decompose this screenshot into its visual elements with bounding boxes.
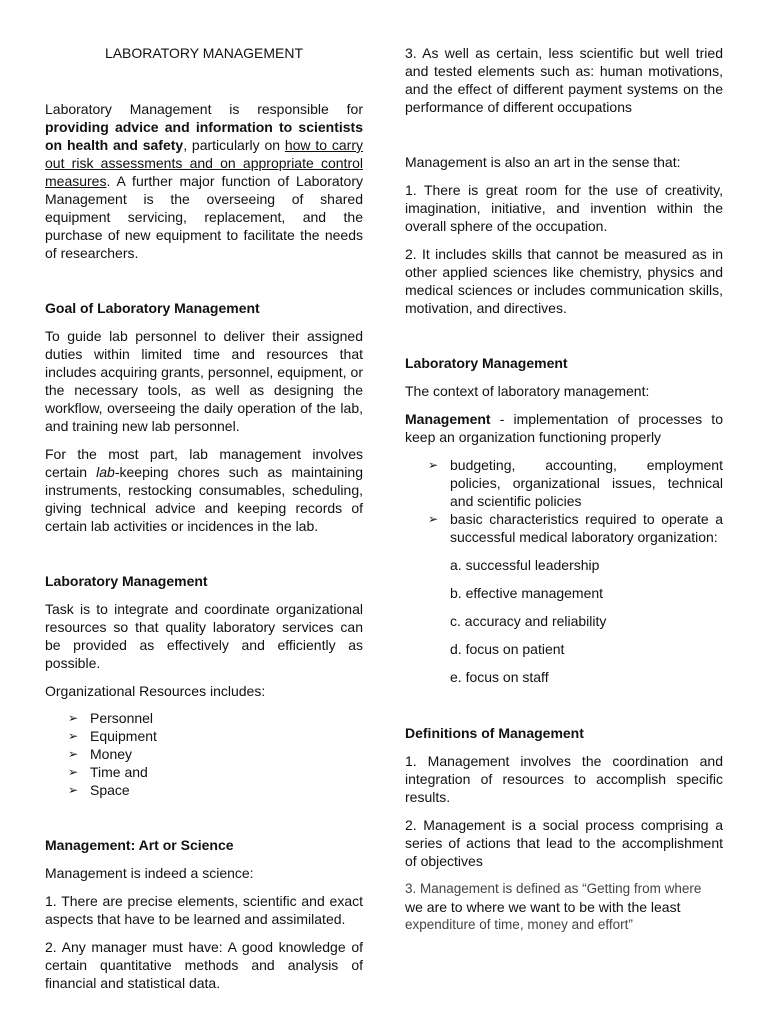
intro-text-a: Laboratory Management is responsible for: [45, 101, 363, 117]
art-point-1: 1. There is great room for the use of creativity, imagination, initiative, and invention within the overall sphere of the occupation.: [405, 182, 723, 234]
right-column: [405, 44, 723, 934]
arrow-bullet-icon: ➢: [428, 458, 439, 472]
arrow-bullet-icon: ➢: [428, 512, 439, 526]
goal-heading: Goal of Laboratory Management: [45, 300, 260, 316]
list-item: ➢ Time and: [68, 764, 148, 780]
sub-item-b: b. effective management: [450, 585, 604, 601]
management-definition: [405, 410, 723, 446]
document-title: LABORATORY MANAGEMENT: [104, 45, 304, 61]
arrow-bullet-icon: ➢: [68, 729, 79, 743]
list-item: ➢ Personnel: [68, 710, 154, 726]
list-item: ➢ Equipment: [68, 728, 157, 744]
art-or-science-heading: Management: Art or Science: [45, 837, 234, 853]
list-item: ➢ Money: [68, 746, 133, 762]
sub-item-e: e. focus on staff: [450, 669, 549, 685]
intro-text-d: . A further major function of Laboratory Management is the overseeing of shared equipment servicing, replacement, and the purchase of new equipment to facilitate the needs of researchers.: [45, 173, 363, 261]
sub-item-d: d. focus on patient: [450, 641, 565, 657]
list-item: ➢ budgeting, accounting, employment policies, organizational issues, technical and scientific policies: [428, 457, 723, 509]
arrow-bullet-icon: ➢: [68, 783, 79, 797]
management-term: Management: [405, 411, 491, 427]
intro-underlined: how to carry out risk assessments and on appropriate control measures: [45, 137, 363, 189]
art-point-2: 2. It includes skills that cannot be measured as in other applied sciences like chemistry, physics and medical sciences or includes communication skills, motivation, and directives.: [405, 246, 723, 316]
definition-3: [405, 880, 723, 934]
goal-paragraph: To guide lab personnel to deliver their assigned duties within limited time and resources that includes acquiring grants, personnel, equipment, or the necessary tools, as well as designing the workflow, overseeing the daily operation of the lab, and training new lab personnel.: [45, 328, 363, 434]
definition-3-line-1: 3. Management is defined as “Getting from where: [405, 881, 702, 896]
definitions-heading: Definitions of Management: [405, 725, 584, 741]
left-column: [45, 44, 363, 992]
lab-management-heading-2: Laboratory Management: [405, 355, 568, 371]
intro-text-c: , particularly on: [183, 137, 285, 153]
science-point-3: 3. As well as certain, less scientific but well tried and tested elements such as: human motivations, and the effect of different payment systems on the performance of different occupations: [405, 45, 723, 115]
art-intro: Management is also an art in the sense that:: [405, 154, 681, 170]
list-item: ➢ Space: [68, 782, 130, 798]
definition-2: 2. Management is a social process comprising a series of actions that lead to the accomplishment of objectives: [405, 817, 723, 869]
lab-management-heading: Laboratory Management: [45, 573, 208, 589]
context-bullet-list: [405, 456, 723, 546]
intro-bold: providing advice and information to scientists on health and safety: [45, 119, 363, 153]
part-text-b: -keeping chores such as maintaining instruments, restocking consumables, scheduling, giving technical advice and keeping records of certain lab activities or incidences in the lab.: [45, 464, 363, 534]
definition-3-line-3: expenditure of time, money and effort”: [405, 917, 633, 932]
arrow-bullet-icon: ➢: [68, 711, 79, 725]
definition-1: 1. Management involves the coordination and integration of resources to accomplish specific results.: [405, 753, 723, 805]
task-paragraph: Task is to integrate and coordinate organizational resources so that quality laboratory services can be provided as effectively and efficiently as possible.: [45, 601, 363, 671]
definition-3-line-2: we are to where we want to be with the least: [405, 899, 681, 915]
science-point-1: 1. There are precise elements, scientific and exact aspects that have to be learned and assimilated.: [45, 893, 363, 927]
management-def-text: - implementation of processes to keep an organization functioning properly: [405, 411, 723, 445]
science-intro: Management is indeed a science:: [45, 865, 254, 881]
arrow-bullet-icon: ➢: [68, 765, 79, 779]
part-italic: lab: [96, 464, 115, 480]
arrow-bullet-icon: ➢: [68, 747, 79, 761]
org-resources-intro: Organizational Resources includes:: [45, 683, 266, 699]
sub-item-a: a. successful leadership: [450, 557, 600, 573]
science-point-2: 2. Any manager must have: A good knowledge of certain quantitative methods and analysis of financial and statistical data.: [45, 939, 363, 991]
lab-keeping-paragraph: [45, 445, 363, 535]
org-resources-list: [45, 709, 363, 799]
list-item: ➢ basic characteristics required to operate a successful medical laboratory organization:: [428, 511, 723, 545]
context-line: The context of laboratory management:: [405, 383, 650, 399]
sub-item-c: c. accuracy and reliability: [450, 613, 607, 629]
intro-paragraph: [45, 100, 363, 262]
part-text-a: For the most part, lab management involves certain: [45, 446, 363, 480]
